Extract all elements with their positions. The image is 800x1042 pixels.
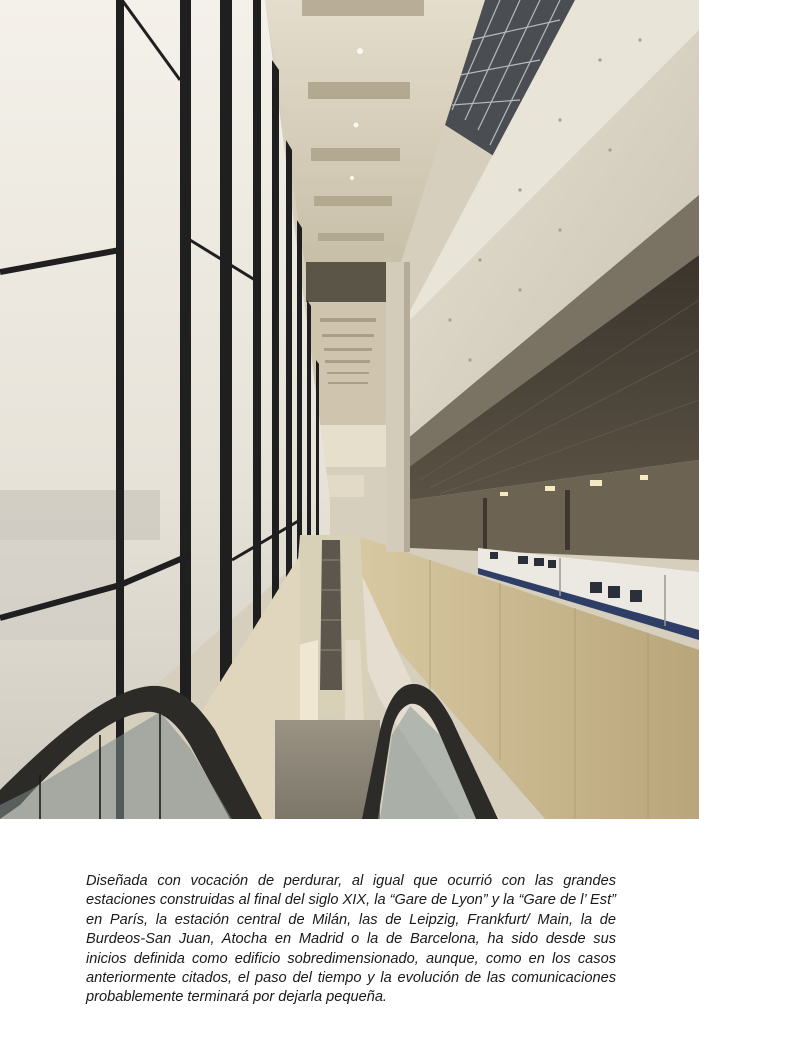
photo-caption: Diseñada con vocación de perdurar, al igual que ocurrió con las grandes estaciones construidas al final del siglo XIX, la “Gare de Lyon” y la “Gare de l’ Est” en París, la estación central de Milán, las de Leipzig, Frankfurt/ Main, la de Burdeos-San Juan, Atocha en Madrid o la de Barcelona, ha sido desde sus inicios definida como edificio sobredimensionado, aunque, como en los casos anteriormente citados, el paso del tiempo y la evolución de las comunicaciones probablemente terminará por dejarla pequeña. [86, 873, 616, 1006]
